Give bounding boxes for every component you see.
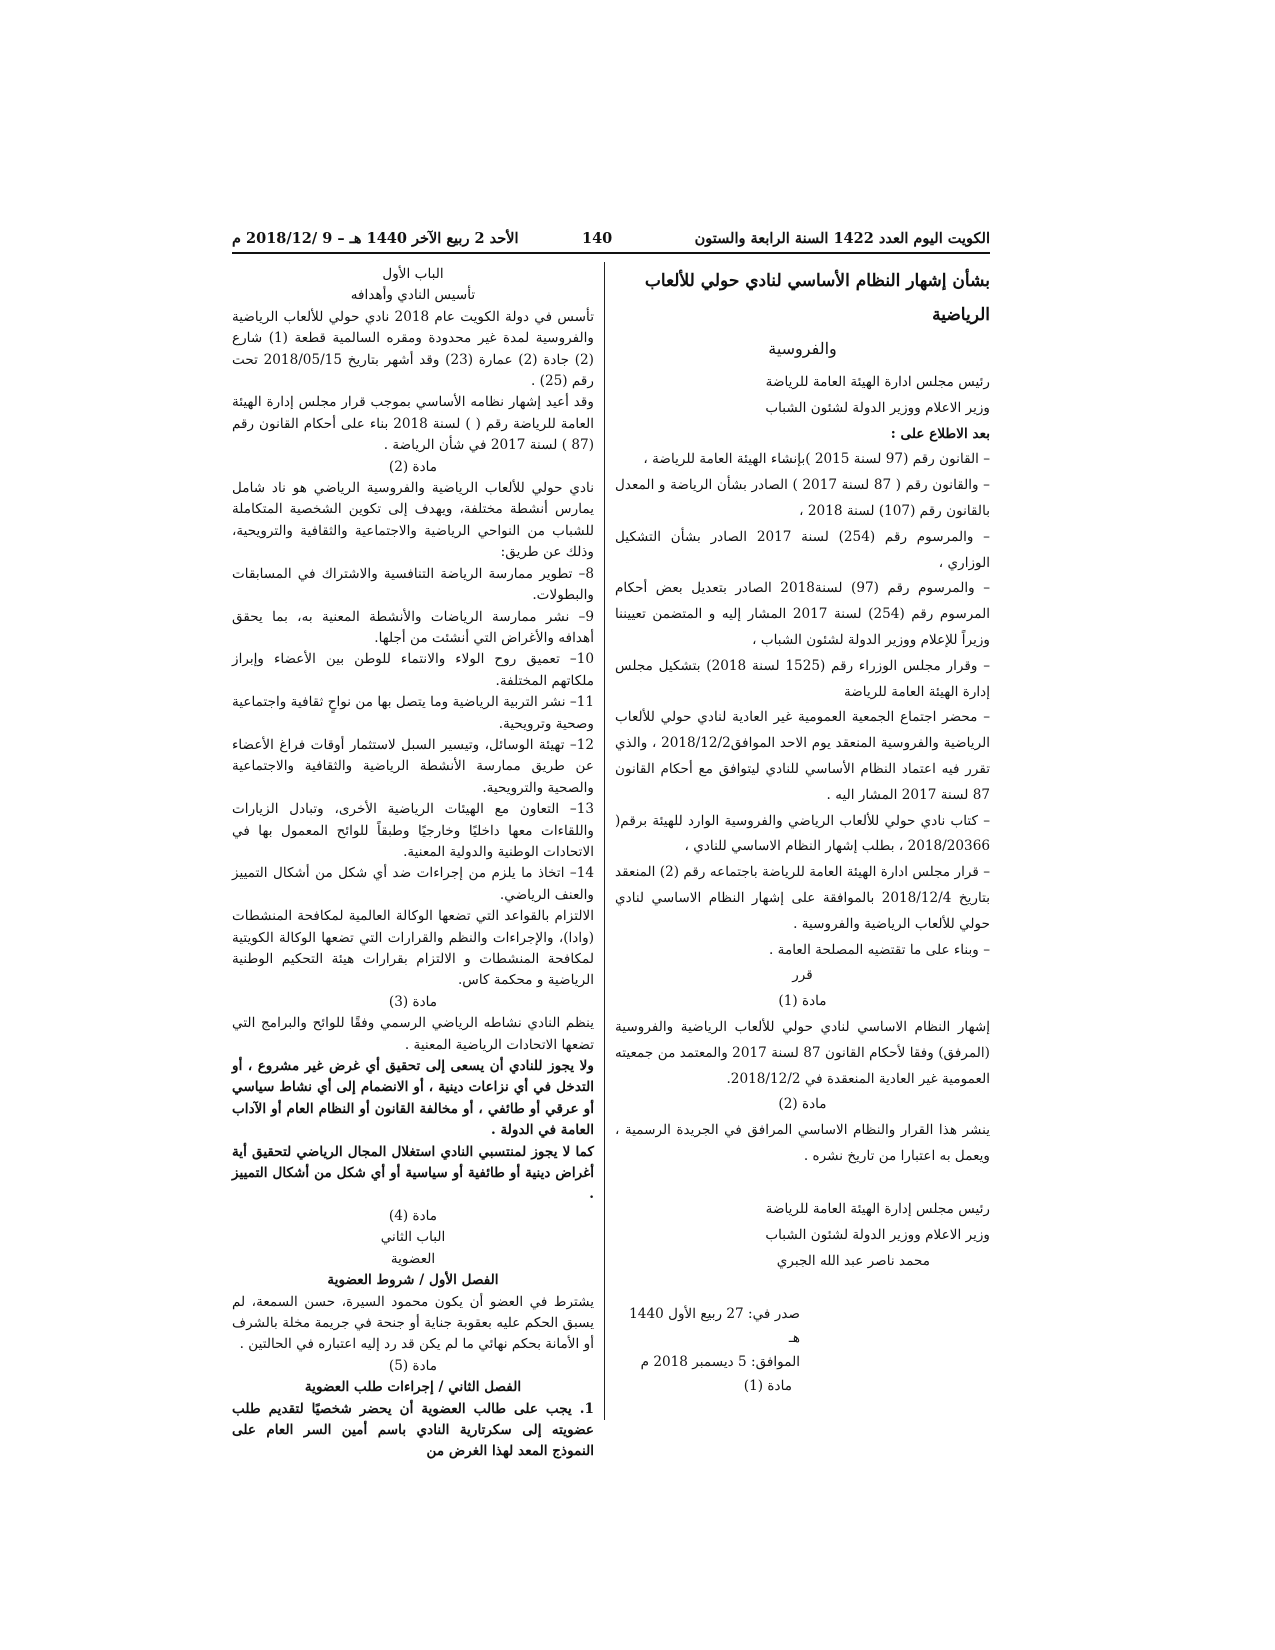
chapter-title: تأسيس النادي وأهدافه <box>350 287 476 304</box>
signature-line: وزير الاعلام ووزير الدولة لشئون الشباب <box>765 1226 990 1243</box>
article-heading: مادة (2) <box>388 458 438 475</box>
paragraph: 1. يجب على طالب العضوية أن يحضر شخصيًا لتقديم طلب عضويته إلى سكرتارية النادي باسم أمين السر العام على النموذج المعد لهذا الغرض من <box>232 1400 594 1460</box>
paragraph: وقد أعيد إشهار نظامه الأساسي بموجب قرار مجلس إدارة الهيئة العامة للرياضة رقم ( ) لسنة 2018 بناء على أحكام القانون رقم (87 ) لسنة 2017 في شأن الرياضة . <box>232 394 594 454</box>
paragraph: الالتزام بالقواعد التي تضعها الوكالة العالمية لمكافحة المنشطات (وادا)، والإجراءات والنظم والقرارات التي تضعها الوكالة الكويتية لمكافحة المنشطات و الالتزام بقرارات هيئة التحكيم الوطنية الرياضية و محكمة كاس. <box>232 908 594 989</box>
goal-item: 9– نشر ممارسة الرياضات والأنشطة المعنية به، بما يحقق أهدافه والأغراض التي أنشئت من أجلها. <box>232 608 594 646</box>
article-heading: مادة (5) <box>388 1357 438 1374</box>
goal-item: 8– تطوير ممارسة الرياضة التنافسية والاشتراك في المسابقات والبطولات. <box>232 565 594 604</box>
issue-date-block <box>615 1302 990 1398</box>
preamble-item: – القانون رقم (97 لسنة 2015 )بإنشاء الهيئة العامة للرياضة ، <box>643 451 990 468</box>
issued-line: مادة (1) <box>743 1377 792 1394</box>
article-text: ينشر هذا القرار والنظام الاساسي المرافق في الجريدة الرسمية ، ويعمل به اعتبارا من تاريخ نشره . <box>615 1122 990 1164</box>
article-text: إشهار النظام الاساسي لنادي حولي للألعاب الرياضية والفروسية (المرفق) وفقا لأحكام القانون 87 لسنة 2017 والمعتمد من جمعيته العمومية غير العادية المنعقدة في 2018/12/2. <box>615 1018 990 1087</box>
column-divider <box>604 262 605 1420</box>
article-heading: مادة (1) <box>778 993 827 1010</box>
chapter-title: العضوية <box>390 1250 436 1267</box>
decided-heading: قرر <box>792 967 813 984</box>
paragraph: ينظم النادي نشاطه الرياضي الرسمي وفقًا للوائح والبرامج التي تضعها الاتحادات الرياضية المعنية . <box>232 1015 594 1053</box>
statute-column <box>232 264 594 1463</box>
paragraph: يشترط في العضو أن يكون محمود السيرة، حسن السمعة، لم يسبق الحكم عليه بعقوبة جناية أو جنحة في جريمة مخلة بالشرف أو الأمانة بحكم نهائي ما لم يكن قد رد إليه اعتباره في الحالتين . <box>232 1293 594 1353</box>
preamble-item: – والقانون رقم ( 87 لسنة 2017 ) الصادر بشأن الرياضة و المعدل بالقانون رقم (107) لسنة 2018 ، <box>615 477 990 519</box>
article-heading: مادة (4) <box>388 1207 438 1224</box>
preamble-item: – وبناء على ما تقتضيه المصلحة العامة . <box>769 941 990 958</box>
signature-line: رئيس مجلس إدارة الهيئة العامة للرياضة <box>765 1200 990 1217</box>
decree-title-line2: والفروسية <box>768 339 837 358</box>
page-number: 140 <box>582 230 613 247</box>
preamble-item: – وقرار مجلس الوزراء رقم (1525 لسنة 2018) بتشكيل مجلس إدارة الهيئة العامة للرياضة <box>615 657 990 700</box>
preamble-item: – محضر اجتماع الجمعية العمومية غير العادية لنادي حولي للألعاب الرياضية والفروسية المنعقد يوم الاحد الموافق2018/12/2 ، والذي تقرر فيه اعتماد النظام الأساسي للنادي ليتوافق مع أحكام القانون 87 لسنة 2017 المشار اليه . <box>615 709 990 803</box>
article-heading: مادة (2) <box>778 1096 827 1113</box>
preamble-item: – والمرسوم رقم (97) لسنة2018 الصادر بتعديل بعض أحكام المرسوم رقم (254) لسنة 2017 المشار إليه و المتضمن تعييننا وزيراً للإعلام ووزير الدولة لشئون الشباب ، <box>615 580 990 648</box>
chapter-heading: الباب الأول <box>382 266 444 282</box>
signatory-name: محمد ناصر عبد الله الجبري <box>776 1252 930 1269</box>
decree-title-line1: بشأن إشهار النظام الأساسي لنادي حولي للألعاب الرياضية <box>644 271 990 325</box>
goal-item: 11– نشر التربية الرياضية وما يتصل بها من نواحٍ ثقافية واجتماعية وصحية وترويحية. <box>232 694 594 732</box>
section-heading: الفصل الثاني / إجراءات طلب العضوية <box>304 1379 522 1396</box>
page-header <box>232 228 990 254</box>
intro-line: رئيس مجلس ادارة الهيئة العامة للرياضة <box>765 374 990 390</box>
preamble-item: – والمرسوم رقم (254) لسنة 2017 الصادر بشأن التشكيل الوزاري ، <box>615 528 990 571</box>
intro-line: بعد الاطلاع على : <box>890 425 990 442</box>
paragraph: ولا يجوز للنادي أن يسعى إلى تحقيق أي غرض غير مشروع ، أو التدخل في أي نزاعات دينية ، أو الانضمام إلى أي نشاط سياسي أو عرقي أو طائفي ، أو مخالفة القانون أو النظام العام أو الآداب العامة في الدولة . <box>232 1058 594 1139</box>
paragraph: كما لا يجوز لمنتسبي النادي استغلال المجال الرياضي لتحقيق أية أغراض دينية أو طائفية أو سياسية أو أي شكل من أشكال التمييز . <box>232 1143 594 1203</box>
signature-block <box>615 1196 990 1274</box>
gazette-date: الأحد 2 ربيع الآخر 1440 هـ – 9 /2018/12 م <box>232 230 519 247</box>
goal-item: 10– تعميق روح الولاء والانتماء للوطن بين الأعضاء وإبراز ملكاتهم المختلفة. <box>232 651 594 689</box>
paragraph: تأسس في دولة الكويت عام 2018 نادي حولي للألعاب الرياضية والفروسية لمدة غير محدودة ومقره السالمية قطعة (1) شارع (2) جادة (2) عمارة (23) وقد أشهر بتاريخ 2018/05/15 تحت رقم (25) . <box>232 308 594 390</box>
preamble-item: – كتاب نادي حولي للألعاب الرياضي والفروسية الوارد للهيئة برقم( 2018/20366 ، بطلب إشهار النظام الاساسي للنادي ، <box>615 812 990 855</box>
goal-item: 14– اتخاذ ما يلزم من إجراءات ضد أي شكل من أشكال التمييز والعنف الرياضي. <box>232 865 594 903</box>
intro-line: وزير الاعلام ووزير الدولة لشئون الشباب <box>765 399 990 416</box>
chapter-heading: الباب الثاني <box>380 1229 446 1246</box>
goal-item: 13– التعاون مع الهيئات الرياضية الأخرى، وتبادل الزيارات واللقاءات معها داخليًا وخارجيًا وطبقاً للوائح المعمول بها في الاتحادات الوطنية والدولية المعنية. <box>232 801 594 860</box>
section-heading: الفصل الأول / شروط العضوية <box>327 1272 499 1289</box>
decree-column <box>615 264 990 1398</box>
goal-item: 12– تهيئة الوسائل، وتيسير السبل لاستثمار أوقات فراغ الأعضاء عن طريق ممارسة الأنشطة الرياضية والثقافية والاجتماعية والصحية والترويحية. <box>232 736 594 796</box>
gazette-issue: الكويت اليوم العدد 1422 السنة الرابعة والستون <box>694 230 990 247</box>
article-heading: مادة (3) <box>388 993 438 1010</box>
issued-line: صدر في: 27 ربيع الأول 1440 هـ <box>629 1305 800 1346</box>
preamble-item: – قرار مجلس ادارة الهيئة العامة للرياضة باجتماعه رقم (2) المنعقد بتاريخ 2018/12/4 بالموافقة على إشهار النظام الاساسي لنادي حولي للألعاب الرياضية والفروسية . <box>615 864 991 932</box>
issued-line: الموافق: 5 ديسمبر 2018 م <box>640 1353 800 1370</box>
paragraph: نادي حولي للألعاب الرياضية والفروسية الرياضي هو ناد شامل يمارس أنشطة مختلفة، ويهدف إلى تكوين الشخصية المتكاملة للشباب من النواحي الرياضية والاجتماعية والثقافية والترويحية، وذلك عن طريق: <box>232 480 594 561</box>
